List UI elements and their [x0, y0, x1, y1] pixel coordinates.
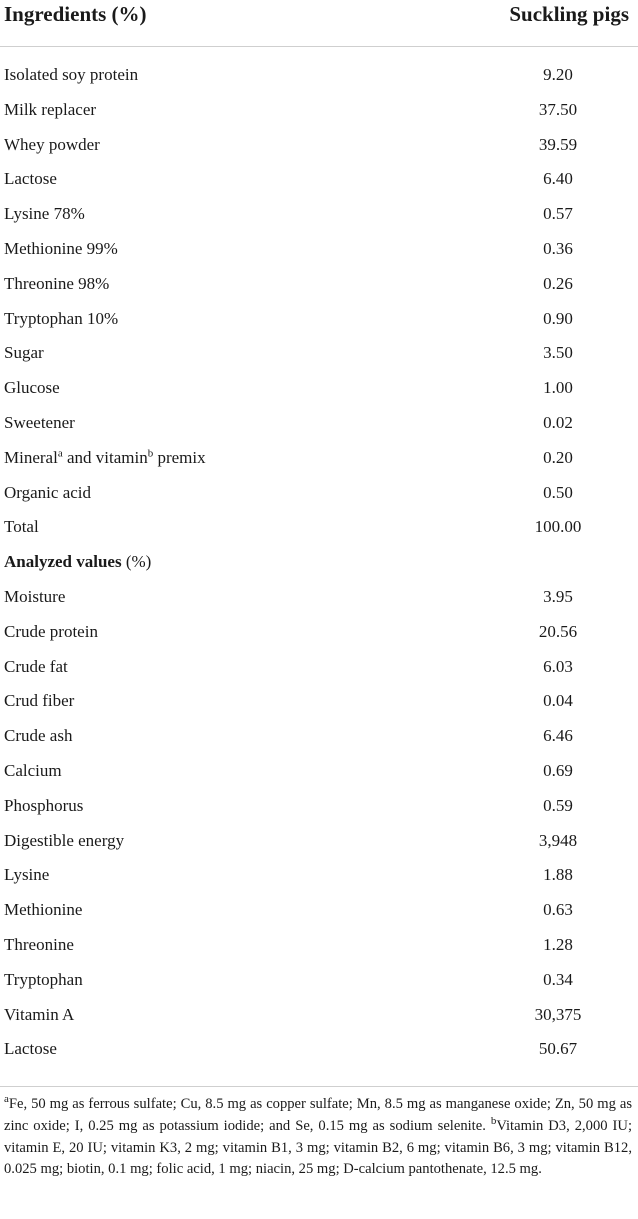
row-label: Organic acid	[4, 482, 92, 502]
row-value: 100.00	[534, 517, 582, 537]
row-value: 1.00	[543, 378, 573, 398]
column-header-suckling-pigs: Suckling pigs	[509, 2, 629, 26]
row-label: Calcium	[4, 760, 62, 780]
row-label: Sugar	[4, 343, 44, 363]
table-row	[0, 407, 638, 442]
table-row-total	[0, 511, 638, 546]
footnote-b-mark: b	[490, 1114, 497, 1127]
table-row	[0, 859, 638, 894]
table-row	[0, 964, 638, 999]
table-row-premix	[0, 442, 638, 477]
row-label: Lactose	[4, 169, 57, 189]
footnote-mark-a: a	[57, 447, 63, 460]
row-value: 6.46	[543, 726, 573, 746]
row-label: Tryptophan 10%	[4, 308, 119, 328]
row-value: 0.36	[543, 238, 573, 258]
footnote-a-mark: a	[4, 1093, 9, 1106]
table-row	[0, 59, 638, 94]
section-heading-analyzed	[0, 546, 638, 581]
section-heading-unit: (%)	[121, 552, 152, 572]
row-value: 0.26	[543, 273, 573, 293]
premix-vitamin-label: and vitamin	[62, 447, 148, 467]
row-label: Crud fiber	[4, 691, 75, 711]
row-label: Phosphorus	[4, 795, 84, 815]
table-row	[0, 755, 638, 790]
column-header-ingredients: Ingredients (%)	[4, 2, 147, 26]
table-row	[0, 581, 638, 616]
row-label: Lactose	[4, 1039, 57, 1059]
row-value: 39.59	[538, 134, 578, 154]
table-row	[0, 685, 638, 720]
row-value: 0.90	[543, 308, 573, 328]
table-row	[0, 129, 638, 164]
row-value: 3,948	[538, 830, 578, 850]
row-value: 0.63	[543, 900, 573, 920]
row-label: Moisture	[4, 586, 66, 606]
row-value: 37.50	[538, 99, 578, 119]
table-row	[0, 163, 638, 198]
row-value: 0.57	[543, 204, 573, 224]
table-row	[0, 616, 638, 651]
table-row	[0, 268, 638, 303]
row-value: 0.69	[543, 760, 573, 780]
row-value: 6.03	[543, 656, 573, 676]
row-value: 1.28	[543, 934, 573, 954]
footnote-mark-b: b	[147, 447, 154, 460]
row-value: 1.88	[543, 865, 573, 885]
row-value: 3.95	[543, 586, 573, 606]
row-label: Threonine 98%	[4, 273, 110, 293]
premix-suffix-label: premix	[153, 447, 206, 467]
section-heading-text: Analyzed values	[4, 552, 122, 572]
table-row	[0, 372, 638, 407]
row-value: 0.20	[543, 447, 573, 467]
row-value: 9.20	[543, 65, 573, 84]
row-value: 20.56	[538, 621, 578, 641]
footnote-divider	[0, 1086, 638, 1087]
row-value: 0.50	[543, 482, 573, 502]
table-row	[0, 999, 638, 1034]
footnote-b-text: Vitamin D3, 2,000 IU; vitamin E, 20 IU; vitamin K3, 2 mg; vitamin B1, 3 mg; vitamin B2, 6 mg; vitamin B6, 3 mg; vitamin B12, 0.025 mg; biotin, 0.1 mg; folic acid, 1 mg; niacin, 25 mg; D-calcium pantothenate, 12.5 mg.	[4, 1117, 632, 1178]
row-label: Total	[4, 517, 39, 537]
premix-mineral-label: Mineral	[4, 447, 58, 467]
row-label: Tryptophan	[4, 969, 83, 989]
row-value: 30,375	[534, 1004, 582, 1024]
row-label: Milk replacer	[4, 99, 97, 119]
table-body	[0, 59, 638, 1068]
table-row	[0, 825, 638, 860]
table-row	[0, 929, 638, 964]
row-label: Lysine	[4, 865, 50, 885]
row-label: Digestible energy	[4, 830, 125, 850]
row-value: 0.59	[543, 795, 573, 815]
table-footnotes	[4, 1094, 632, 1181]
table-row	[0, 303, 638, 338]
table-row	[0, 198, 638, 233]
row-label: Lysine 78%	[4, 204, 85, 224]
table-row	[0, 894, 638, 929]
row-label: Vitamin A	[4, 1004, 75, 1024]
table-header	[0, 0, 638, 47]
table-row	[0, 790, 638, 825]
table-row	[0, 337, 638, 372]
table-row	[0, 651, 638, 686]
row-value: 6.40	[543, 169, 573, 189]
table-row	[0, 1033, 638, 1068]
row-label: Methionine	[4, 900, 83, 920]
table-row	[0, 94, 638, 129]
section-heading-label	[4, 552, 151, 572]
row-label: Isolated soy protein	[4, 65, 139, 84]
row-value: 50.67	[538, 1039, 578, 1059]
row-value: 3.50	[543, 343, 573, 363]
row-label: Crude ash	[4, 726, 73, 746]
row-label: Sweetener	[4, 412, 75, 432]
row-label: Threonine	[4, 934, 74, 954]
row-value: 0.02	[543, 412, 573, 432]
row-label: Crude fat	[4, 656, 68, 676]
table-row	[0, 233, 638, 268]
row-label	[4, 448, 206, 468]
row-label: Methionine 99%	[4, 238, 118, 258]
table-row	[0, 720, 638, 755]
row-value: 0.34	[543, 969, 573, 989]
row-label: Whey powder	[4, 134, 100, 154]
footnote-a-text: Fe, 50 mg as ferrous sulfate; Cu, 8.5 mg as copper sulfate; Mn, 8.5 mg as manganese oxide; Zn, 50 mg as zinc oxide; I, 0.25 mg as potassium iodide; and Se, 0.15 mg as sodium selenite.	[4, 1096, 632, 1134]
row-label: Glucose	[4, 378, 60, 398]
row-value: 0.04	[543, 691, 573, 711]
table-row	[0, 477, 638, 512]
row-label: Crude protein	[4, 621, 98, 641]
